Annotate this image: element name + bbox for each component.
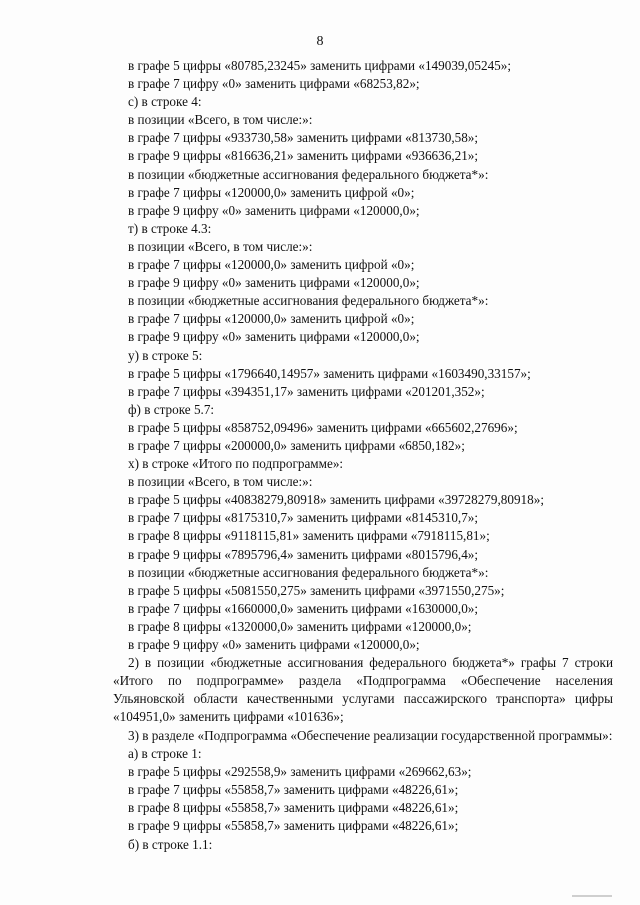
amendment-line: в графе 7 цифры «55858,7» заменить цифрами «48226,61»; xyxy=(128,782,459,798)
amendment-line: в графе 7 цифры «394351,17» заменить цифрами «201201,352»; xyxy=(128,383,485,399)
amendment-line: в позиции «Всего, в том числе:»: xyxy=(128,238,313,254)
amendment-line: в графе 9 цифры «7895796,4» заменить цифрами «8015796,4»; xyxy=(128,546,479,562)
amendment-line: с) в строке 4: xyxy=(128,94,202,110)
amendment-list-a xyxy=(113,57,613,654)
amendment-line: в графе 8 цифры «55858,7» заменить цифрами «48226,61»; xyxy=(128,800,459,816)
amendment-line: в позиции «Всего, в том числе:»: xyxy=(128,474,313,490)
amendment-line: в графе 5 цифры «40838279,80918» заменить цифрами «39728279,80918»; xyxy=(128,492,544,508)
amendment-line: в графе 7 цифры «200000,0» заменить цифрами «6850,182»; xyxy=(128,437,465,453)
document-body xyxy=(113,57,613,854)
amendment-line: в графе 9 цифру «0» заменить цифрами «120000,0»; xyxy=(128,275,420,291)
amendment-line: а) в строке 1: xyxy=(128,746,202,762)
amendment-list-b xyxy=(113,745,613,854)
page-number: 8 xyxy=(316,34,324,49)
amendment-line: в графе 8 цифры «1320000,0» заменить цифрами «120000,0»; xyxy=(128,618,472,634)
amendment-line: х) в строке «Итого по подпрограмме»: xyxy=(128,456,344,472)
amendment-line: в позиции «бюджетные ассигнования федерального бюджета*»: xyxy=(128,293,489,309)
amendment-line: у) в строке 5: xyxy=(128,347,203,363)
amendment-line: в графе 7 цифры «120000,0» заменить цифрой «0»; xyxy=(128,184,415,200)
amendment-line: в графе 7 цифры «933730,58» заменить цифрами «813730,58»; xyxy=(128,130,479,146)
amendment-line: в графе 9 цифры «55858,7» заменить цифрами «48226,61»; xyxy=(128,818,459,834)
amendment-line: б) в строке 1.1: xyxy=(128,836,213,852)
amendment-line: в позиции «бюджетные ассигнования федерального бюджета*»: xyxy=(128,166,489,182)
amendment-line: в позиции «бюджетные ассигнования федерального бюджета*»: xyxy=(128,564,489,580)
amendment-line: ф) в строке 5.7: xyxy=(128,401,215,417)
amendment-line: в графе 7 цифры «120000,0» заменить цифрой «0»; xyxy=(128,257,415,273)
amendment-line: в графе 7 цифры «120000,0» заменить цифрой «0»; xyxy=(128,311,415,327)
amendment-line: в позиции «Всего, в том числе:»: xyxy=(128,112,313,128)
amendment-line: в графе 5 цифры «858752,09496» заменить цифрами «665602,27696»; xyxy=(128,419,518,435)
amendment-line: в графе 7 цифры «8175310,7» заменить цифрами «8145310,7»; xyxy=(128,510,479,526)
amendment-line: в графе 5 цифры «292558,9» заменить цифрами «269662,63»; xyxy=(128,764,472,780)
amendment-line: в графе 7 цифры «1660000,0» заменить цифрами «1630000,0»; xyxy=(128,600,479,616)
amendment-paragraph-2: 2) в позиции «бюджетные ассигнования федерального бюджета*» графы 7 строки «Итого по подпрограмме» раздела «Подпрограмма «Обеспечение населения Ульяновской области качественными услугами пассажирского транспорта» цифры «104951,0» заменить цифрами «101636»; xyxy=(113,655,613,725)
amendment-paragraph-3: 3) в разделе «Подпрограмма «Обеспечение реализации государственной программы»: xyxy=(128,728,613,744)
amendment-line: в графе 7 цифру «0» заменить цифрами «68253,82»; xyxy=(128,76,420,92)
amendment-line: в графе 9 цифру «0» заменить цифрами «120000,0»; xyxy=(128,202,420,218)
amendment-line: в графе 5 цифры «80785,23245» заменить цифрами «149039,05245»; xyxy=(128,58,512,73)
amendment-line: в графе 5 цифры «5081550,275» заменить цифрами «3971550,275»; xyxy=(128,582,505,598)
amendment-line: в графе 9 цифры «816636,21» заменить цифрами «936636,21»; xyxy=(128,148,479,164)
amendment-line: в графе 8 цифры «9118115,81» заменить цифрами «7918115,81»; xyxy=(128,528,490,544)
amendment-line: в графе 9 цифру «0» заменить цифрами «120000,0»; xyxy=(128,637,420,652)
amendment-line: в графе 9 цифру «0» заменить цифрами «120000,0»; xyxy=(128,329,420,345)
scan-artifact xyxy=(572,895,612,897)
amendment-line: т) в строке 4.3: xyxy=(128,220,212,236)
amendment-line: в графе 5 цифры «1796640,14957» заменить цифрами «1603490,33157»; xyxy=(128,365,531,381)
